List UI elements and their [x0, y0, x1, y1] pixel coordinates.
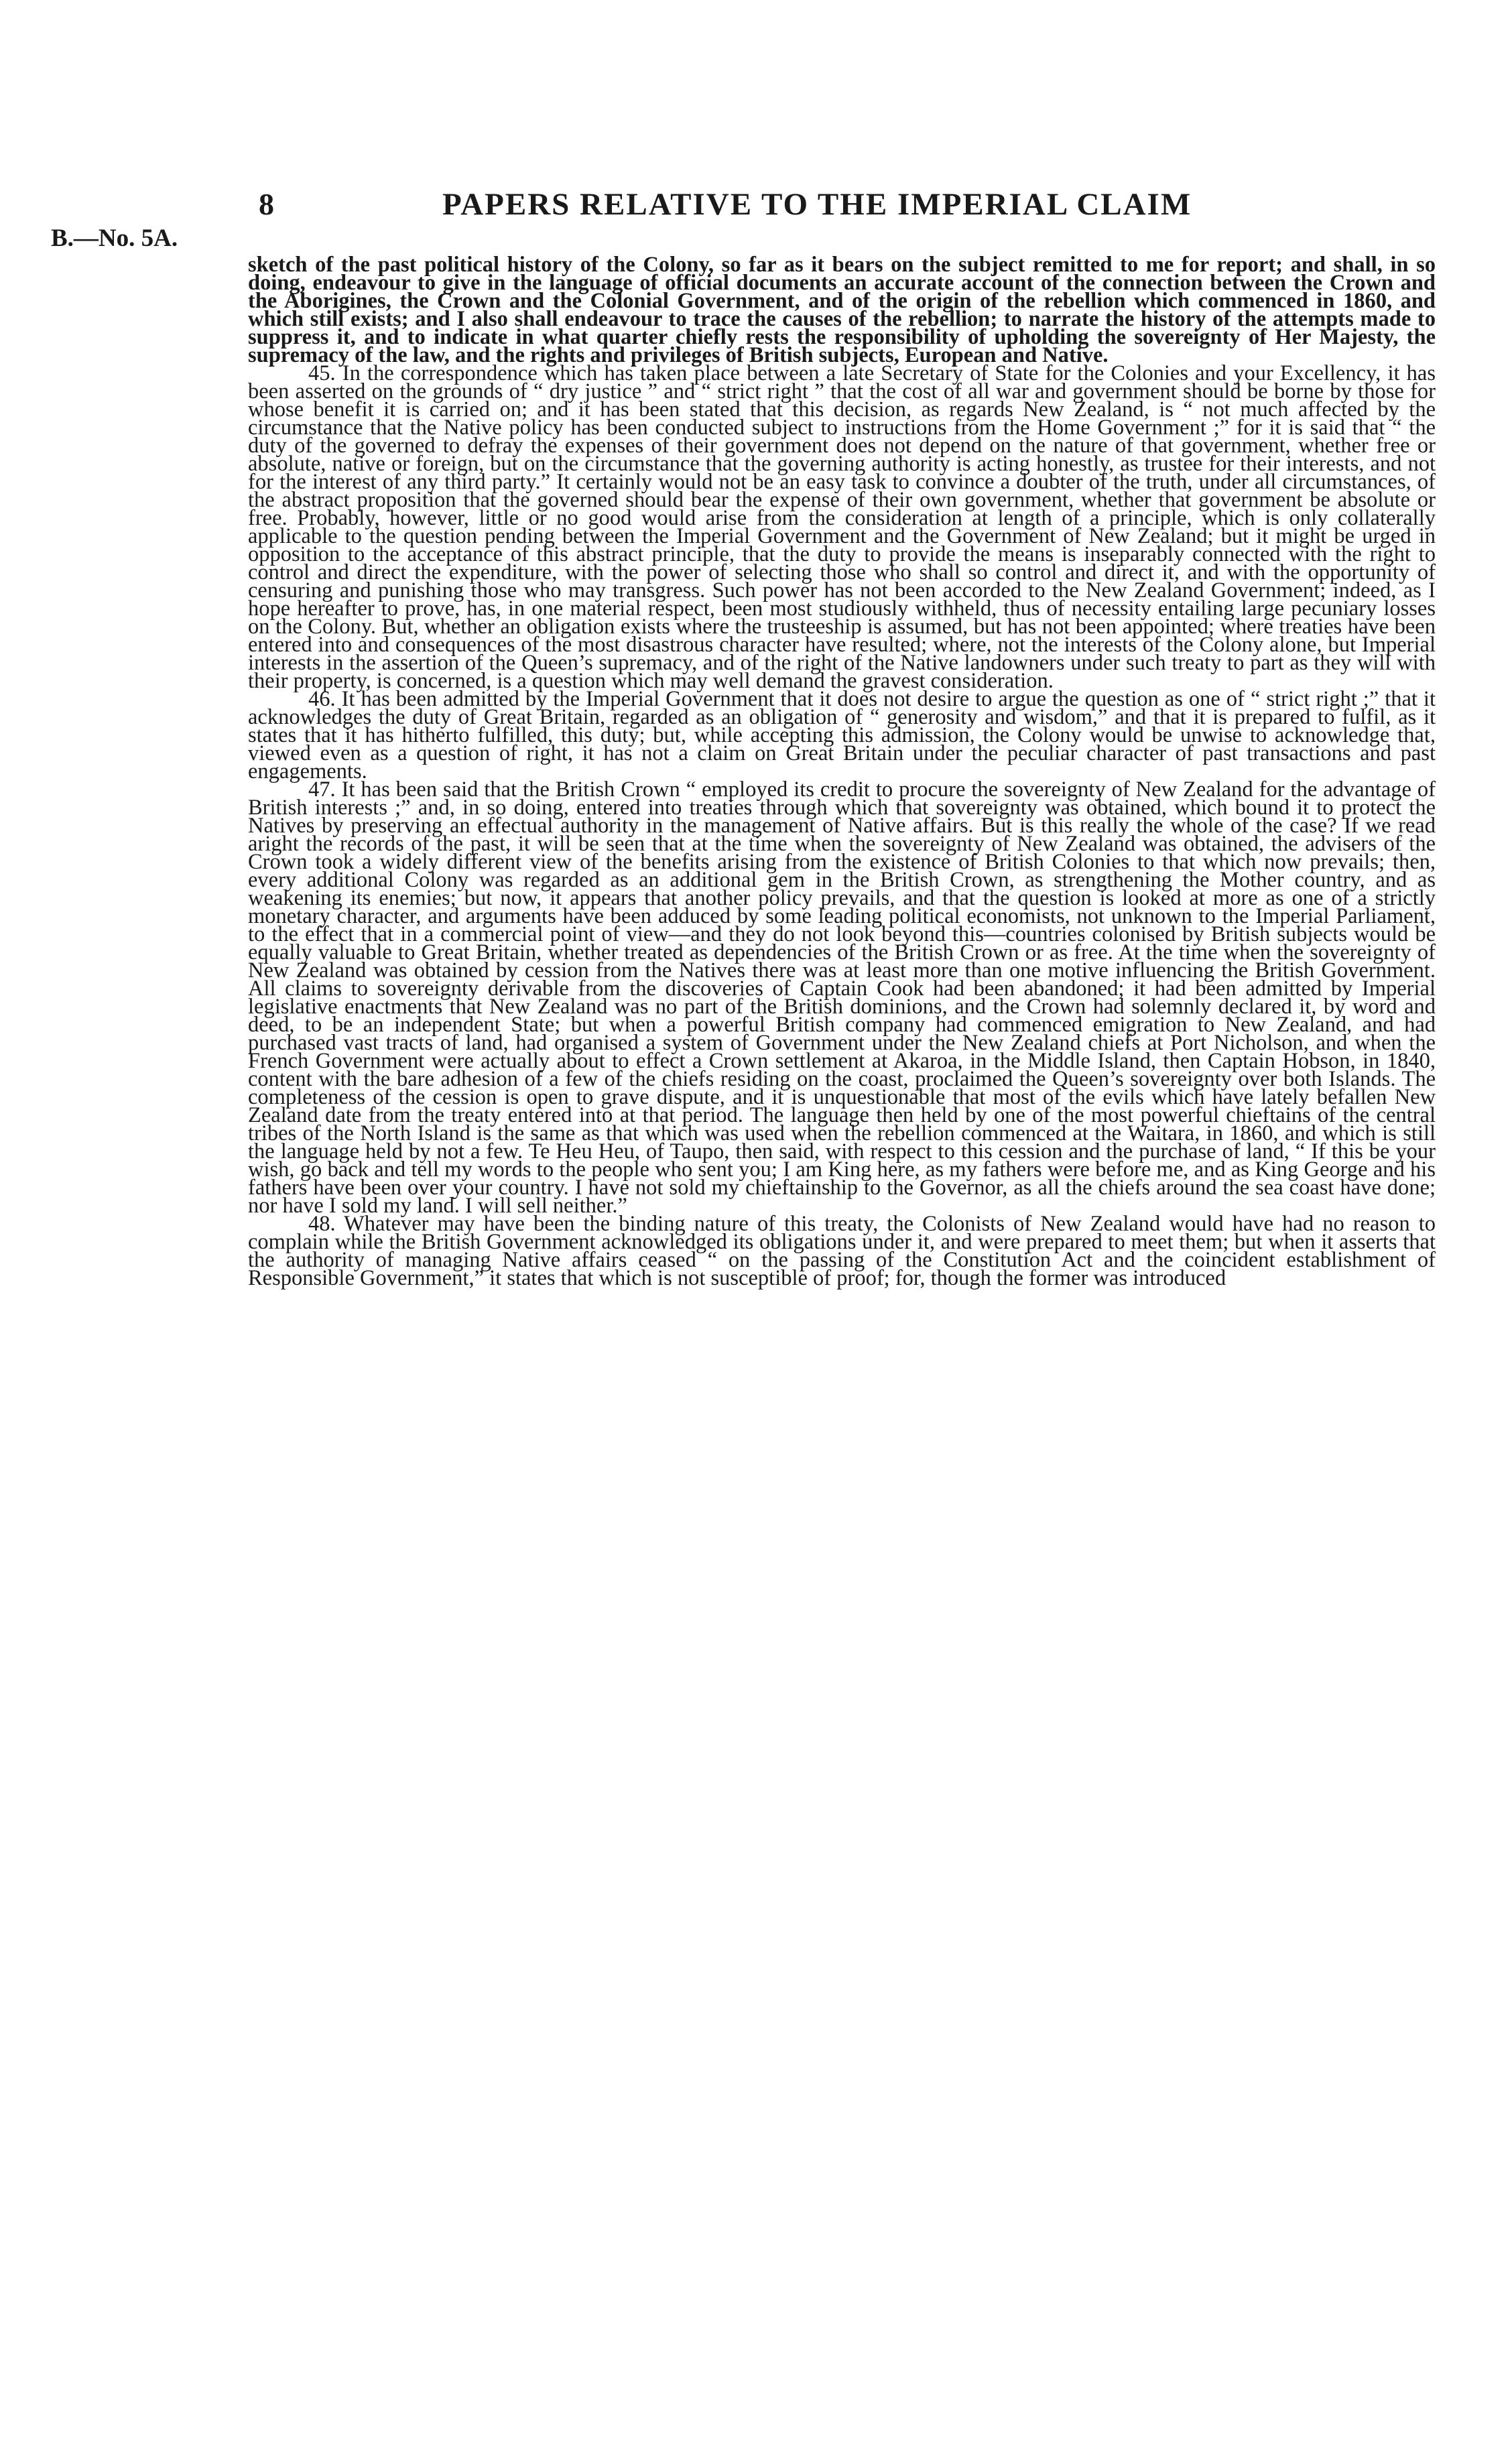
- document-body: [248, 253, 1436, 1290]
- paragraph-intro: sketch of the past political history of the Colony, so far as it bears on the subject remitted to me for report; and shall, in so doing, endeavour to give in the language of official documents an accurate account of the connection between the Crown and the Aborigines, the Crown and the Colonial Government, and of the origin of the rebellion which commenced in 1860, and which still exists; and I also shall endeavour to trace the causes of the rebellion; to narrate the history of the attempts made to suppress it, and to indicate in what quarter chiefly rests the responsibility of upholding the sovereignty of Her Majesty, the supremacy of the law, and the rights and privileges of British subjects, European and Native.: [248, 253, 1436, 367]
- document-reference: B.—No. 5A.: [51, 225, 178, 252]
- paragraph-46: 46. It has been admitted by the Imperial Government that it does not desire to argue the question as one of “ strict right ;” that it acknowledges the duty of Great Britain, regarded as an obligation of “ generosity and wisdom,” and that it is prepared to fulfil, as it states that it has hitherto fulfilled, this duty; but, while accepting this admission, the Colony would be unwise to acknowledge that, viewed even as a question of right, it has not a claim on Great Britain under the peculiar character of past transactions and past engagements.: [248, 687, 1436, 783]
- page-title: PAPERS RELATIVE TO THE IMPERIAL CLAIM: [442, 187, 1192, 222]
- paragraph-45: 45. In the correspondence which has taken place between a late Secretary of State for the Colonies and your Excellency, it has been asserted on the grounds of “ dry justice ” and “ strict right ” that the cost of all war and government should be borne by those for whose benefit it is carried on; and it has been stated that this decision, as regards New Zealand, is “ not much affected by the circumstance that the Native policy has been conducted subject to instructions from the Home Government ;” for it is said that “ the duty of the governed to defray the expenses of their government does not depend on the nature of that government, whether free or absolute, native or foreign, but on the circumstance that the governing authority is acting honestly, as trustee for their interests, and not for the interest of any third party.” It certainly would not be an easy task to convince a doubter of the truth, under all circumstances, of the abstract proposition that the governed should bear the expense of their own government, whether that government be absolute or free. Probably, however, little or no good would arise from the consideration at length of a principle, which is only collaterally applicable to the question pending between the Imperial Government and the Government of New Zealand; but it might be urged in opposition to the acceptance of this abstract principle, that the duty to provide the means is inseparably connected with the right to control and direct the expenditure, with the power of selecting those who shall so control and direct it, and with the opportunity of censuring and punishing those who may transgress. Such power has not been accorded to the New Zealand Government; indeed, as I hope hereafter to prove, has, in one material respect, been most studiously withheld, thus of necessity entailing large pecuniary losses on the Colony. But, whether an obligation exists where the trusteeship is assumed, but has not been appointed; where treaties have been entered into and consequences of the most disastrous character have resulted; where, not the interests of the Colony alone, but Imperial interests in the assertion of the Queen’s supremacy, and of the right of the Native landowners under such treaty to part as they will with their property, is concerned, is a question which may well demand the gravest consideration.: [248, 361, 1436, 693]
- paragraph-48: 48. Whatever may have been the binding nature of this treaty, the Colonists of New Zealand would have had no reason to complain while the British Government acknowledged its obligations under it, and were prepared to meet them; but when it asserts that the authority of managing Native affairs ceased “ on the passing of the Constitution Act and the coincident establishment of Responsible Government,” it states that which is not susceptible of proof; for, though the former was introduced: [248, 1212, 1436, 1290]
- paragraph-47: 47. It has been said that the British Crown “ employed its credit to procure the sovereignty of New Zealand for the advantage of British interests ;” and, in so doing, entered into treaties through which that sovereignty was obtained, which bound it to protect the Natives by preserving an effectual authority in the management of Native affairs. But is this really the whole of the case? If we read aright the records of the past, it will be seen that at the time when the sovereignty of New Zealand was obtained, the advisers of the Crown took a widely different view of the benefits arising from the existence of British Colonies to that which now prevails; then, every additional Colony was regarded as an additional gem in the British Crown, as strengthening the Mother country, and as weakening its enemies; but now, it appears that another policy prevails, and that the question is looked at more as one of a strictly monetary character, and arguments have been adduced by some leading political economists, not unknown to the Imperial Parliament, to the effect that in a commercial point of view—and they do not look beyond this—countries colonised by British subjects would be equally valuable to Great Britain, whether treated as dependencies of the British Crown or as free. At the time when the sovereignty of New Zealand was obtained by cession from the Natives there was at least more than one motive influencing the British Government. All claims to sovereignty derivable from the discoveries of Captain Cook had been abandoned; it had been admitted by Imperial legislative enactments that New Zealand was no part of the British dominions, and the Crown had solemnly declared it, by word and deed, to be an independent State; but when a powerful British company had commenced emigration to New Zealand, and had purchased vast tracts of land, had organised a system of Government under the New Zealand chiefs at Port Nicholson, and when the French Government were actually about to effect a Crown settlement at Akaroa, in the Middle Island, then Captain Hobson, in 1840, content with the bare adhesion of a few of the chiefs residing on the coast, proclaimed the Queen’s sovereignty over both Islands. The completeness of the cession is open to grave dispute, and it is unquestionable that most of the evils which have lately befallen New Zealand date from the treaty entered into at that period. The language then held by one of the most powerful chieftains of the central tribes of the North Island is the same as that which was used when the rebellion commenced at the Waitara, in 1860, and which is still the language held by not a few. Te Heu Heu, of Taupo, then said, with respect to this cession and the purchase of land, “ If this be your wish, go back and tell my words to the people who sent you; I am King here, as my fathers were before me, and as King George and his fathers have been over your country. I have not sold my chieftainship to the Governor, as all the chiefs around the sea coast have done; nor have I sold my land. I will sell neither.”: [248, 777, 1436, 1218]
- page-number: 8: [259, 187, 274, 221]
